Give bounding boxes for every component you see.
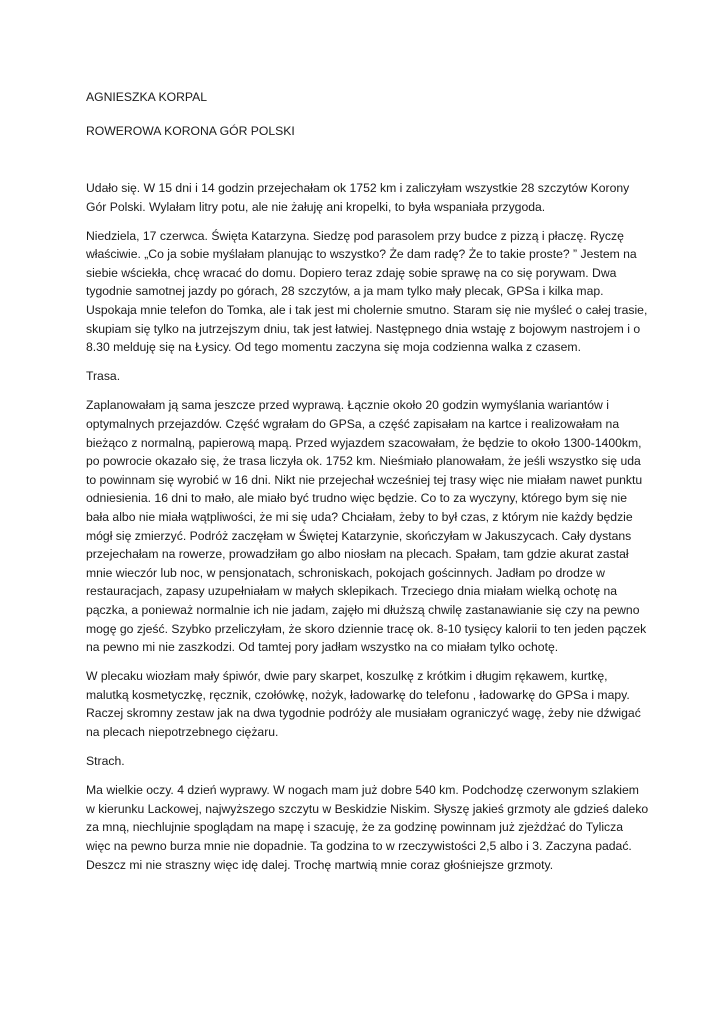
paragraph-fear: Ma wielkie oczy. 4 dzień wyprawy. W nogach mam już dobre 540 km. Podchodzę czerwonym szlakiem w kierunku Lackowej, najwyższego szczytu w Beskidzie Niskim. Słyszę jakieś grzmoty ale gdzieś daleko za mną, niechlujnie spoglądam na mapę i szacuję, że za godzinę powinnam już zjeżdżać do Tylicza więc na pewno burza mnie nie dopadnie. Ta godzina to w rzeczywistości 2,5 albo i 3. Zaczyna padać. Deszcz mi nie straszny więc idę dalej. Trochę martwią mnie coraz głośniejsze grzmoty. [86,783,649,872]
paragraph-backpack: W plecaku wiozłam mały śpiwór, dwie pary skarpet, koszulkę z krótkim i długim rękawem, kurtkę, malutką kosmetyczkę, ręcznik, czołówkę, nożyk, ładowarkę do telefonu , ładowarkę do GPSa i mapy. Raczej skromny zestaw jak na dwa tygodnie podróży ale musiałam ograniczyć wagę, żeby nie dźwigać na plecach niepotrzebnego ciężaru. [86,669,641,740]
document-title: ROWEROWA KORONA GÓR POLSKI [86,123,295,138]
paragraph-route: Zaplanowałam ją sama jeszcze przed wyprawą. Łącznie około 20 godzin wymyślania wariantów i optymalnych przejazdów. Część wgrałam do GPSa, a część zapisałam na kartce i realizowałam na bieżąco z normalną, papierową mapą. Przed wyjazdem szacowałam, że będzie to około 1300-1400km, po powrocie okazało się, że trasa liczyła ok. 1752 km. Nieśmiało planowałam, że jeśli wszystko się uda to powinnam się wyrobić w 16 dni. Nikt nie przejechał wcześniej tej trasy więc nie miałam nawet punktu odniesienia. 16 dni to mało, ale miało być trudno więc będzie. Co to za wyczyny, którego bym się nie bała albo nie miała wątpliwości, że mi się uda? Chciałam, żeby to był czas, z którym nie każdy będzie mógł się zmierzyć. Podróż zaczęłam w Świętej Katarzynie, skończyłam w Jakuszycach. Cały dystans przejechałam na rowerze, prowadziłam go albo niosłam na plecach. Spałam, tam gdzie akurat zastał mnie wieczór lub noc, w pensjonatach, schroniskach, pokojach gościnnych. Jadłam po drodze w restauracjach, zapasy uzupełniałam w małych sklepikach. Trzeciego dnia miałam wielką ochotę na pączka, a ponieważ normalnie ich nie jadam, zajęło mi dłuższą chwilę zastanawianie się czy na pewno mogę go zjeść. Szybko przeliczyłam, że skoro dziennie tracę ok. 8-10 tysięcy kalorii to ten jeden pączek na pewno mi nie zaszkodzi. Od tamtej pory jadłam wszystko na co miałam tylko ochotę. [86,398,647,655]
paragraph-intro: Udało się. W 15 dni i 14 godzin przejechałam ok 1752 km i zaliczyłam wszystkie 28 szczytów Korony Gór Polski. Wylałam litry potu, ale nie żałuję ani kropelki, to była wspaniała przygoda. [86,181,630,214]
section-heading-fear: Strach. [86,754,125,769]
paragraph-sunday: Niedziela, 17 czerwca. Święta Katarzyna. Siedzę pod parasolem przy budce z pizzą i płaczę. Ryczę właściwie. „Co ja sobie myślałam planując to wszystko? Że dam radę? Że to takie proste? ” Jestem na siebie wściekła, chcę wracać do domu. Dopiero teraz zdaję sobie sprawę na co się porywam. Dwa tygodnie samotnej jazdy po górach, 28 szczytów, a ja mam tylko mały plecak, GPSa i kilka map. Uspokaja mnie telefon do Tomka, ale i tak jest mi cholernie smutno. Staram się nie myśleć o całej trasie, skupiam się tylko na jutrzejszym dniu, tak jest łatwiej. Następnego dnia wstaję z bojowym nastrojem i o 8.30 melduję się na Łysicy. Od tego momentu zaczyna się moja codzienna walka z czasem. [86,228,648,355]
author-name: AGNIESZKA KORPAL [86,90,208,104]
section-heading-route: Trasa. [86,369,121,384]
